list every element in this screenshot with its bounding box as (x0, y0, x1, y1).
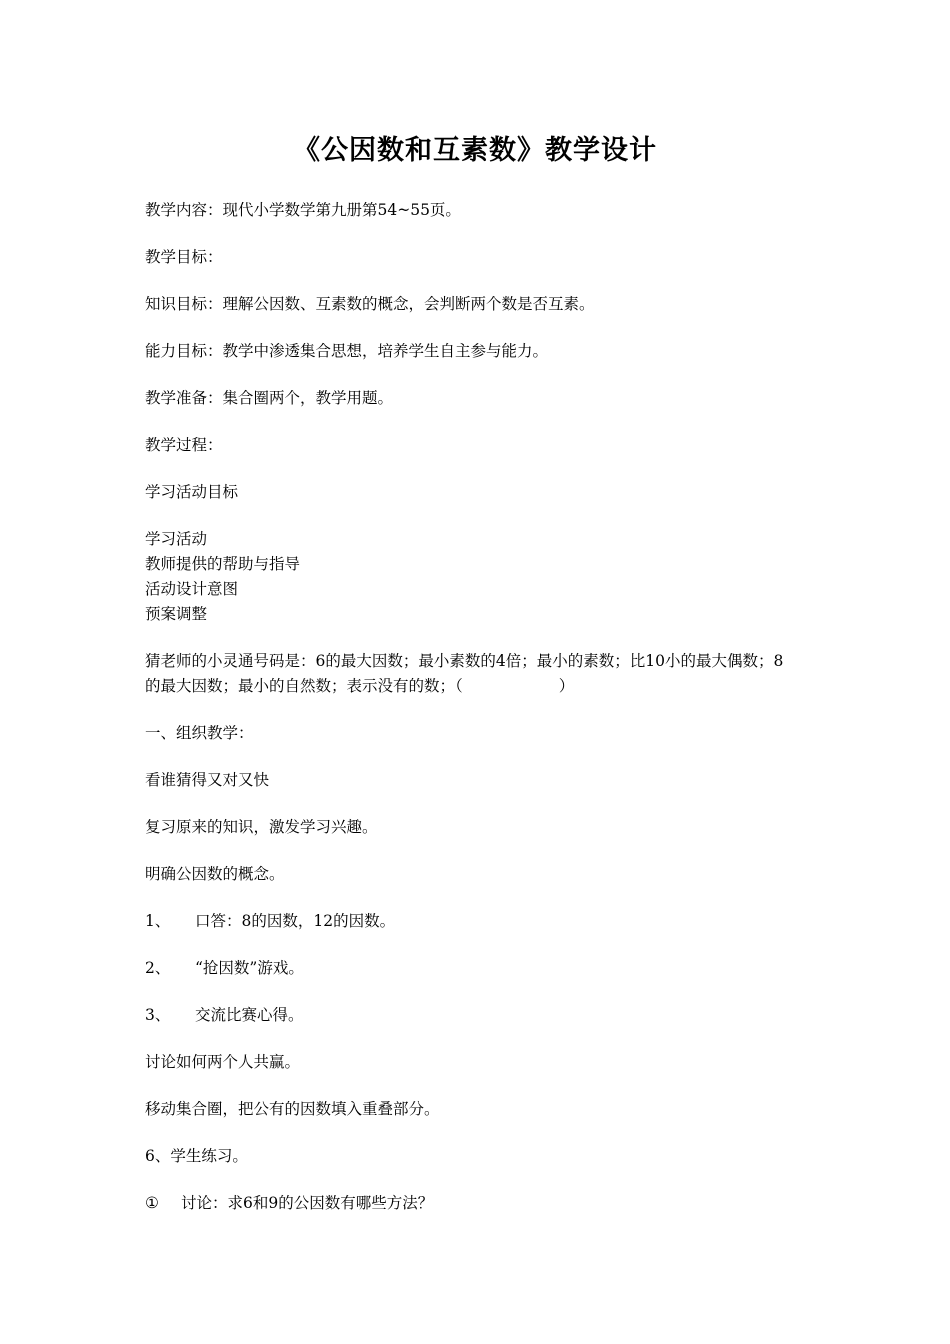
step-text: 口答：8的因数，12的因数。 (195, 912, 396, 930)
table-header-activity: 学习活动 (145, 530, 208, 548)
clarify-note: 明确公因数的概念。 (145, 865, 285, 883)
process-heading: 教学过程： (145, 436, 223, 454)
riddle-line-1: 猜老师的小灵通号码是：6的最大因数；最小素数的4倍；最小的素数；比10小的最大偶数；8 (145, 652, 784, 670)
knowledge-goal: 知识目标：理解公因数、互素数的概念，会判断两个数是否互素。 (145, 295, 595, 313)
teaching-preparation: 教学准备：集合圈两个，教学用题。 (145, 389, 394, 407)
section-organize: 一、组织教学： (145, 724, 254, 742)
step-text: “抢因数”游戏。 (195, 959, 304, 977)
step-text: 交流比赛心得。 (195, 1006, 304, 1024)
riddle-line-2 (145, 674, 825, 699)
riddle-line-2-start: 的最大因数；最小的自然数；表示没有的数；（ (145, 677, 463, 695)
ability-goal: 能力目标：教学中渗透集合思想，培养学生自主参与能力。 (145, 342, 549, 360)
student-practice: 6、学生练习。 (145, 1147, 248, 1165)
guess-game: 看谁猜得又对又快 (145, 771, 270, 789)
table-header-adjust: 预案调整 (145, 605, 208, 623)
circled-number: ① (145, 1194, 159, 1212)
objectives-heading: 教学目标： (145, 248, 223, 266)
step-number: 3、 (145, 1006, 171, 1024)
step-item (145, 956, 825, 981)
step-item (145, 909, 825, 934)
step-number: 1、 (145, 912, 171, 930)
move-circle: 移动集合圈，把公有的因数填入重叠部分。 (145, 1100, 440, 1118)
document-title: 《公因数和互素数》教学设计 (293, 135, 657, 166)
teaching-content: 教学内容：现代小学数学第九册第54~55页。 (145, 201, 461, 219)
table-header-goal: 学习活动目标 (145, 483, 239, 501)
table-header-intent: 活动设计意图 (145, 580, 239, 598)
step-item (145, 1003, 825, 1028)
review-note: 复习原来的知识，激发学习兴趣。 (145, 818, 378, 836)
table-header-guidance: 教师提供的帮助与指导 (145, 555, 301, 573)
step-number: 2、 (145, 959, 171, 977)
circled-text: 讨论：求6和9的公因数有哪些方法？ (181, 1194, 434, 1212)
circled-item (145, 1191, 825, 1216)
riddle-line-2-end: ） (558, 677, 575, 695)
discuss-win: 讨论如何两个人共赢。 (145, 1053, 301, 1071)
